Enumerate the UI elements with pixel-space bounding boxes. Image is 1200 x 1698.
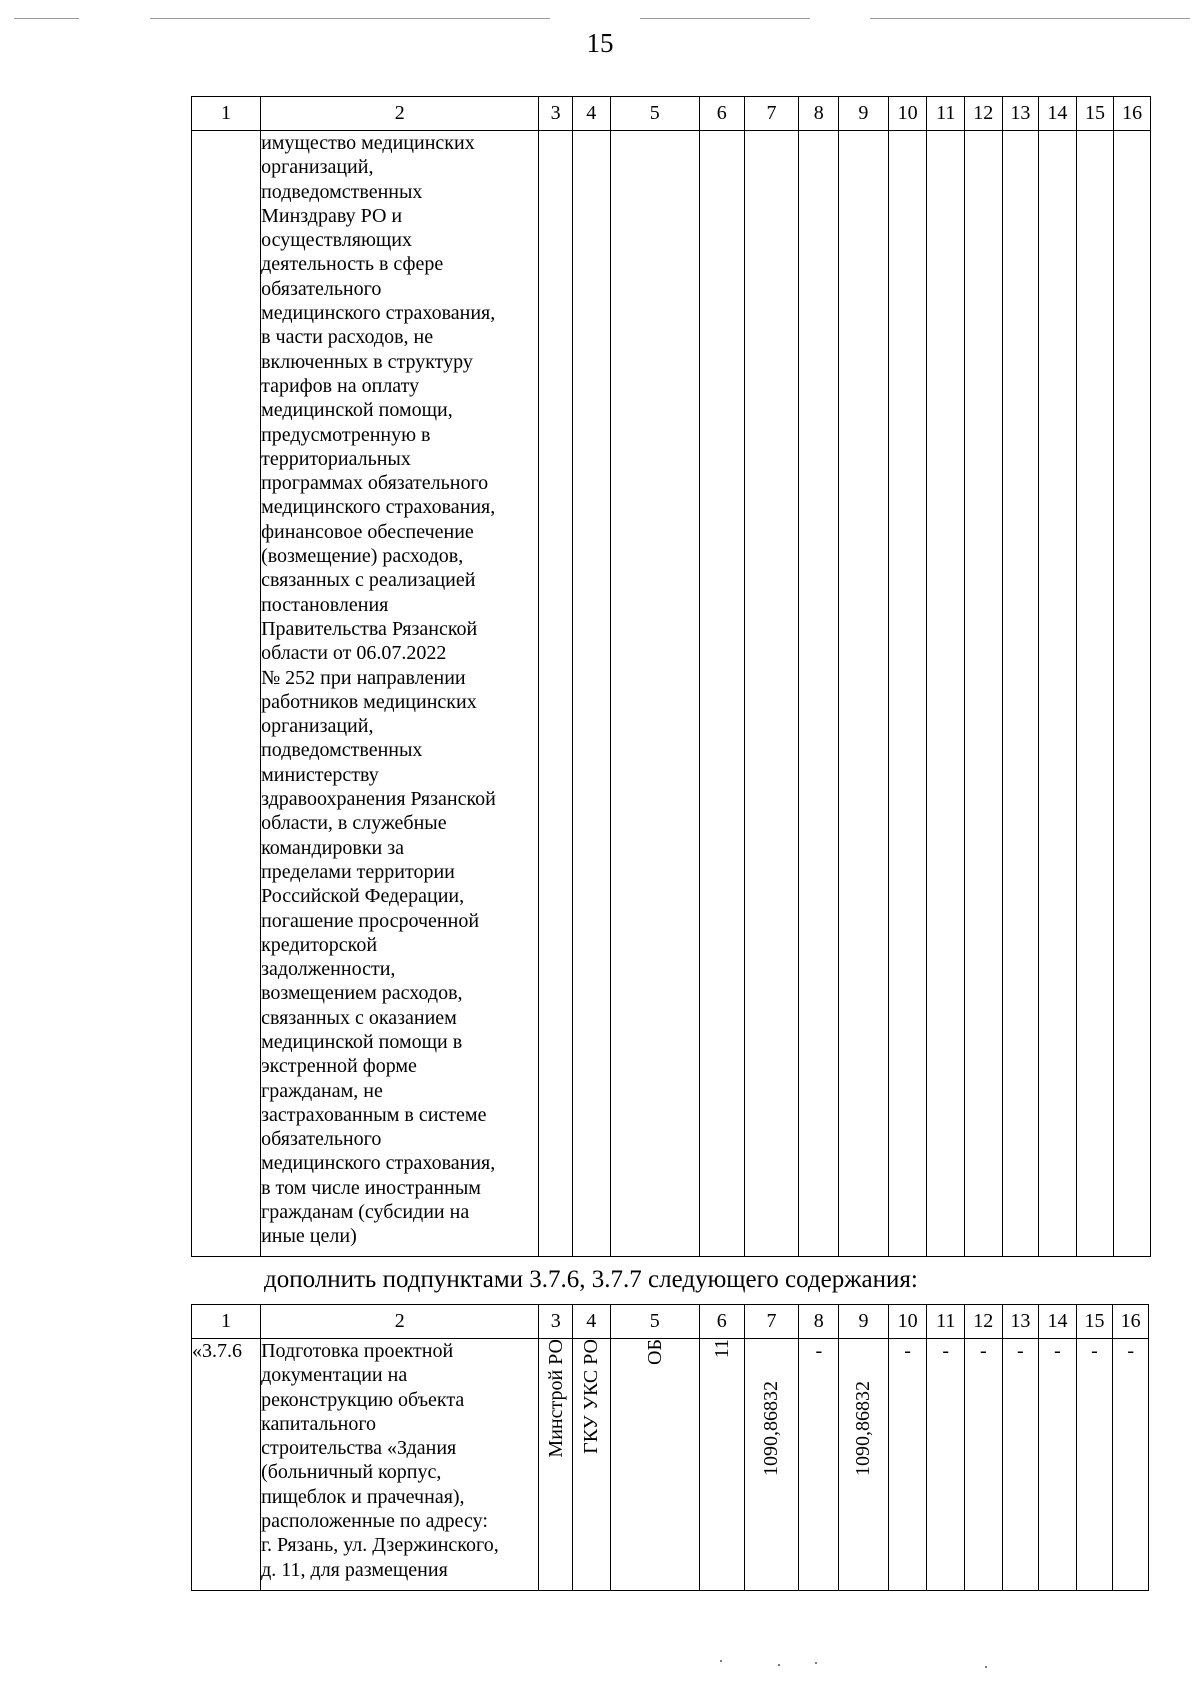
col16-value: -: [1127, 1340, 1134, 1362]
description-line: в том числе иностранным: [261, 1176, 481, 1199]
column-header: 9: [839, 1305, 889, 1339]
column-header: 14: [1039, 97, 1077, 131]
empty-cell: [610, 131, 699, 1257]
item-description: [261, 1339, 539, 1591]
empty-cell: [572, 131, 610, 1257]
column-header: 8: [799, 97, 839, 131]
executor-cell: [572, 1339, 610, 1591]
column-header: 11: [927, 97, 965, 131]
description-line: пищеблок и прачечная),: [261, 1485, 465, 1508]
col14-value: -: [1054, 1340, 1061, 1362]
column-header: 4: [572, 1305, 610, 1339]
scan-speck: [985, 1666, 987, 1668]
empty-cell: [1039, 131, 1077, 1257]
column-header: 5: [610, 1305, 699, 1339]
col16-cell: [1113, 1339, 1149, 1591]
total-amount: 1090,86832: [760, 1381, 783, 1476]
description-line: имущество медицинских: [261, 132, 475, 154]
item-code: «3.7.6: [192, 1339, 261, 1591]
column-header: 9: [839, 97, 889, 131]
description-line: программах обязательного: [261, 472, 489, 495]
description-line: министерству: [261, 763, 379, 786]
description-line: документации на: [261, 1364, 408, 1387]
empty-cell: [1002, 131, 1039, 1257]
col10-value: -: [904, 1340, 911, 1362]
scan-artifact-line: [870, 18, 1190, 19]
description-line: связанных с реализацией: [261, 569, 476, 592]
description-line: обязательного: [261, 277, 382, 300]
description-line: расположенные по адресу:: [261, 1510, 488, 1533]
description-line: № 252 при направлении: [261, 666, 466, 689]
description-line: иные цели): [261, 1225, 357, 1248]
col13-cell: [1002, 1339, 1039, 1591]
description-line: медицинского страхования,: [261, 496, 496, 519]
description-line: финансовое обеспечение: [261, 520, 474, 543]
description-line: реконструкцию объекта: [261, 1388, 465, 1411]
column-header: 10: [888, 1305, 927, 1339]
budget-table-addition: [191, 1304, 1149, 1591]
column-header: 7: [744, 97, 799, 131]
empty-cell: [888, 131, 927, 1257]
col12-value: -: [979, 1340, 987, 1362]
column-header: 6: [699, 1305, 744, 1339]
col15-cell: [1076, 1339, 1113, 1591]
page-number: 15: [586, 28, 614, 58]
description-line: медицинского страхования,: [261, 1152, 496, 1175]
description-line: кредиторской: [261, 933, 378, 956]
item-description: [261, 131, 539, 1257]
year-amount: 1090,86832: [852, 1381, 875, 1476]
description-line: д. 11, для размещения: [261, 1558, 448, 1581]
executor: ГКУ УКС РО: [580, 1339, 603, 1454]
description-line: подведомственных: [261, 180, 423, 203]
col6-value: 11: [710, 1339, 733, 1359]
column-header: 5: [610, 97, 699, 131]
description-line: капитального: [261, 1412, 377, 1435]
description-line: области от 06.07.2022: [261, 642, 447, 665]
column-header: 13: [1002, 1305, 1039, 1339]
empty-cell: [1114, 131, 1151, 1257]
description-line: задолженности,: [261, 958, 396, 981]
column-header: 16: [1113, 1305, 1149, 1339]
description-line: в части расходов, не: [261, 326, 434, 349]
column-header: 14: [1039, 1305, 1077, 1339]
column-header: 13: [1002, 97, 1039, 131]
description-line: медицинской помощи в: [261, 1030, 463, 1053]
description-line: пределами территории: [261, 860, 455, 883]
description-line: г. Рязань, ул. Дзержинского,: [261, 1534, 499, 1557]
col10-cell: [888, 1339, 927, 1591]
description-line: предусмотренную в: [261, 423, 431, 446]
description-line: медицинского страхования,: [261, 302, 496, 325]
empty-cell: [192, 131, 261, 1257]
empty-cell: [964, 131, 1002, 1257]
empty-cell: [539, 131, 573, 1257]
col15-value: -: [1091, 1340, 1098, 1362]
description-line: связанных с оказанием: [261, 1006, 457, 1029]
description-line: области, в служебные: [261, 812, 447, 835]
description-line: командировки за: [261, 836, 405, 859]
scan-artifact-line: [14, 18, 79, 19]
scan-artifact-line: [640, 18, 810, 19]
description-line: Подготовка проектной: [261, 1340, 454, 1362]
column-header: 3: [539, 97, 573, 131]
description-line: (возмещение) расходов,: [261, 545, 464, 568]
col13-value: -: [1017, 1340, 1024, 1362]
amendment-instruction: дополнить подпунктами 3.7.6, 3.7.7 следующего содержания:: [264, 1266, 918, 1293]
description-line: Российской Федерации,: [261, 885, 465, 908]
empty-cell: [1076, 131, 1114, 1257]
column-header: 1: [192, 97, 261, 131]
column-header: 2: [261, 97, 539, 131]
column-header: 1: [192, 1305, 261, 1339]
description-line: возмещением расходов,: [261, 982, 463, 1005]
col12-cell: [965, 1339, 1003, 1591]
col14-cell: [1039, 1339, 1077, 1591]
col8-cell: [799, 1339, 839, 1591]
scan-speck: [778, 1664, 780, 1666]
description-line: медицинской помощи,: [261, 399, 453, 422]
column-header: 12: [965, 1305, 1003, 1339]
description-line: экстренной форме: [261, 1055, 417, 1078]
description-line: застрахованным в системе: [261, 1103, 487, 1126]
responsible-ministry: Минстрой РО: [544, 1339, 567, 1458]
description-line: работников медицинских: [261, 690, 477, 713]
description-line: территориальных: [261, 447, 411, 470]
table-row: [192, 1339, 1149, 1591]
column-header: 6: [699, 97, 744, 131]
description-line: осуществляющих: [261, 229, 412, 252]
column-header: 16: [1114, 97, 1151, 131]
column-header: 2: [261, 1305, 539, 1339]
description-line: организаций,: [261, 156, 374, 179]
description-line: включенных в структуру: [261, 350, 473, 373]
column-header: 7: [744, 1305, 799, 1339]
col6-cell: [699, 1339, 744, 1591]
year-amount-cell: [839, 1339, 889, 1591]
column-header: 15: [1076, 97, 1114, 131]
col11-value: -: [942, 1340, 950, 1362]
scan-speck: [815, 1662, 817, 1664]
table-row: [192, 131, 1151, 1257]
description-line: обязательного: [261, 1128, 382, 1151]
description-line: гражданам, не: [261, 1079, 383, 1102]
table-header-row: [192, 1305, 1149, 1339]
col11-cell: [927, 1339, 965, 1591]
description-line: подведомственных: [261, 739, 423, 762]
description-line: гражданам (субсидии на: [261, 1201, 470, 1224]
total-amount-cell: [744, 1339, 799, 1591]
empty-cell: [839, 131, 889, 1257]
column-header: 11: [927, 1305, 965, 1339]
description-line: деятельность в сфере: [261, 253, 444, 276]
description-line: Правительства Рязанской: [261, 617, 478, 640]
description-line: тарифов на оплату: [261, 374, 420, 397]
empty-cell: [799, 131, 839, 1257]
empty-cell: [699, 131, 744, 1257]
column-header: 12: [964, 97, 1002, 131]
budget-table-continuation: [191, 96, 1151, 1257]
col8-value: -: [815, 1340, 823, 1362]
table-header-row: [192, 97, 1151, 131]
scan-artifact-line: [150, 18, 550, 19]
description-line: организаций,: [261, 715, 374, 738]
description-line: здравоохранения Рязанской: [261, 788, 496, 811]
column-header: 4: [572, 97, 610, 131]
scan-speck: [720, 1660, 722, 1662]
column-header: 3: [539, 1305, 573, 1339]
description-line: (больничный корпус,: [261, 1461, 442, 1484]
description-line: Минздраву РО и: [261, 204, 403, 227]
description-line: погашение просроченной: [261, 909, 480, 932]
empty-cell: [744, 131, 799, 1257]
description-line: постановления: [261, 593, 389, 616]
column-header: 10: [888, 97, 927, 131]
column-header: 8: [799, 1305, 839, 1339]
funding-source-cell: [610, 1339, 699, 1591]
column-header: 15: [1076, 1305, 1113, 1339]
responsible-ministry-cell: [539, 1339, 573, 1591]
empty-cell: [927, 131, 965, 1257]
funding-source: ОБ: [643, 1339, 666, 1365]
description-line: строительства «Здания: [261, 1437, 457, 1460]
